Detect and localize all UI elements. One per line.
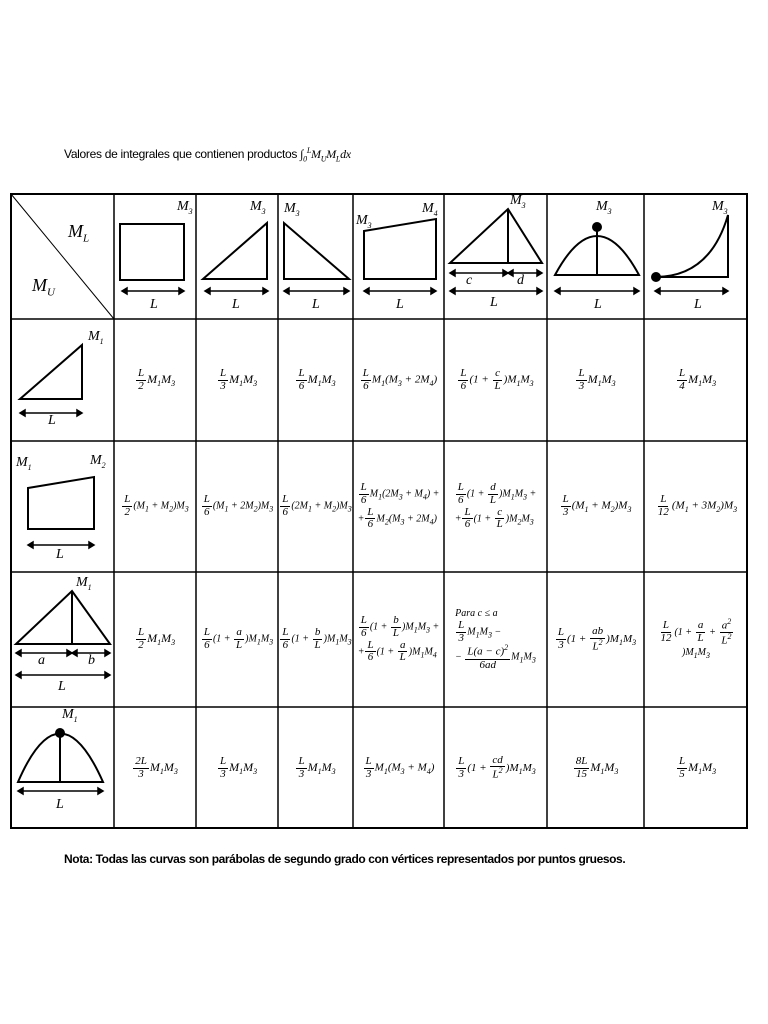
h1-l: L <box>150 297 158 312</box>
h4-m4: $M_4$ <box>422 201 438 218</box>
cell-r3-c5: Para c ≤ a $\frac{L}{3}$ $M_1M_3$ − − $\frac{L(a - c)^2}{6ad}$ $M_1M_3$ <box>455 607 536 671</box>
shape-triangle-right <box>203 223 267 279</box>
cell-r3-c4: $\frac{L}{6}$ (1 + $\frac{b}{L}$ )$M_1M_3$ + + $\frac{L}{6}$ (1 + $\frac{a}{L}$ )$M_1M_4$ <box>357 614 440 664</box>
cell-r3-c1: $\frac{L}{2}$ $M_1M_3$ <box>137 626 176 651</box>
r4-m1: $M_1$ <box>62 707 78 724</box>
cell-r4-c3: $\frac{L}{3}$ $M_1M_3$ <box>298 754 336 780</box>
shape-parabola-end <box>652 215 728 281</box>
cell-r2-c5: $\frac{L}{6}$ (1 + $\frac{d}{L}$ )$M_1M_3$ + + $\frac{L}{6}$ (1 + $\frac{c}{L}$ )$M_2M_3$ <box>454 481 537 531</box>
cell-r3-c6: $\frac{L}{3}$ (1 + $\frac{ab}{L^2}$ )$M_1M_3$ <box>557 625 637 653</box>
h2-l: L <box>232 297 240 312</box>
h3-m3: $M_3$ <box>284 201 300 218</box>
cell-r4-c6: $\frac{8L}{15}$ $M_1M_3$ <box>575 754 619 780</box>
h7-l: L <box>694 297 702 312</box>
cell-r3-c2: $\frac{L}{6}$ (1 + $\frac{a}{L}$ )$M_1M_3$ <box>203 626 274 651</box>
cell-r3-c3: $\frac{L}{6}$ (1 + $\frac{b}{L}$ )$M_1M_3$ <box>282 626 352 651</box>
r1-l: L <box>48 413 56 428</box>
caption-integral: $\int_0^LM_UM_Ldx$ <box>300 146 351 164</box>
cell-r2-c1: $\frac{L}{2}$ $(M_1 + M_2)M_3$ <box>124 493 189 518</box>
shape-rectangle <box>120 224 184 280</box>
r3-b: b <box>88 653 95 668</box>
r4-l: L <box>56 797 64 812</box>
shape-triangle-cd <box>450 209 542 263</box>
caption-text: Valores de integrales que contienen productos <box>64 147 298 161</box>
h6-l: L <box>594 297 602 312</box>
r2-m1: $M_1$ <box>16 455 32 472</box>
row1-triangle <box>20 345 82 399</box>
row3-triangle-ab <box>16 591 110 644</box>
cell-r1-c2: $\frac{L}{3}$ $M_1M_3$ <box>219 366 258 392</box>
h2-m3: $M_3$ <box>250 199 266 216</box>
cell-r2-c6: $\frac{L}{3}$ $(M_1 + M_2)M_3$ <box>562 493 632 518</box>
h5-m3: $M_3$ <box>510 193 526 210</box>
cell-r4-c1: $\frac{2L}{3}$ $M_1M_3$ <box>135 754 178 780</box>
shape-trapezoid <box>364 219 436 279</box>
h5-c: c <box>466 273 473 288</box>
r1-m1: $M_1$ <box>88 329 104 346</box>
h6-m3: $M_3$ <box>596 199 612 216</box>
cell-r2-c7: $\frac{L}{12}$ $(M_1 + 3M_2)M_3$ <box>657 493 738 518</box>
cell-r4-c4: $\frac{L}{3}$ $M_1(M_3 + M_4)$ <box>365 754 435 780</box>
cell-r3-c7: $\frac{L}{12}$ (1 + $\frac{a}{L}$ + $\frac{a^2}{L^2}$ )$M_1M_3$ <box>660 616 732 661</box>
h4-l: L <box>396 297 404 312</box>
cell-r4-c2: $\frac{L}{3}$ $M_1M_3$ <box>219 754 258 780</box>
cell-r4-c5: $\frac{L}{3}$ (1 + $\frac{cd}{L^2}$ )$M_1M_3$ <box>458 753 536 781</box>
ml-label: $M_L$ <box>68 221 90 245</box>
r3-a: a <box>38 653 45 668</box>
h3-l: L <box>312 297 320 312</box>
cell-r4-c7: $\frac{L}{5}$ $M_1M_3$ <box>678 754 717 780</box>
cell-r2-c3: $\frac{L}{6}$ $(2M_1 + M_2)M_3$ <box>282 493 352 518</box>
cell-r1-c7: $\frac{L}{4}$ $M_1M_3$ <box>678 366 717 392</box>
shape-parabola-sym <box>555 223 639 275</box>
h5-l: L <box>490 295 498 310</box>
shape-triangle-left <box>284 223 349 279</box>
h7-m3: $M_3$ <box>712 199 728 216</box>
cell-r1-c5: $\frac{L}{6}$ (1 + $\frac{c}{L}$ )$M_1M_3$ <box>460 366 534 392</box>
r2-m2: $M_2$ <box>90 453 106 470</box>
cell-r1-c1: $\frac{L}{2}$ $M_1M_3$ <box>137 366 176 392</box>
cell-r1-c6: $\frac{L}{3}$ $M_1M_3$ <box>578 366 616 392</box>
cell-r2-c2: $\frac{L}{6}$ $(M_1 + 2M_2)M_3$ <box>203 493 274 518</box>
table-caption <box>64 146 351 163</box>
footnote: Nota: Todas las curvas son parábolas de segundo grado con vértices representados por puntos gruesos. <box>64 852 626 866</box>
integral-table <box>10 193 748 829</box>
r3-l: L <box>58 679 66 694</box>
row4-parabola <box>18 729 103 782</box>
cell-r1-c3: $\frac{L}{6}$ $M_1M_3$ <box>298 366 336 392</box>
cell-r2-c4: $\frac{L}{6}$ $M_1(2M_3 + M_4)$ + + $\frac{L}{6}$ $M_2(M_3 + 2M_4)$ <box>357 481 440 531</box>
para-c-label: Para c ≤ a <box>455 607 498 619</box>
h1-m3: $M_3$ <box>177 199 193 216</box>
r3-m1: $M_1$ <box>76 575 92 592</box>
row2-trapezoid <box>28 477 94 529</box>
cell-r1-c4: $\frac{L}{6}$ $M_1(M_3 + 2M_4)$ <box>362 366 438 392</box>
h4-m3: $M_3$ <box>356 213 372 230</box>
r2-l: L <box>56 547 64 562</box>
h5-d: d <box>517 273 524 288</box>
mu-label: $M_U$ <box>32 275 55 299</box>
